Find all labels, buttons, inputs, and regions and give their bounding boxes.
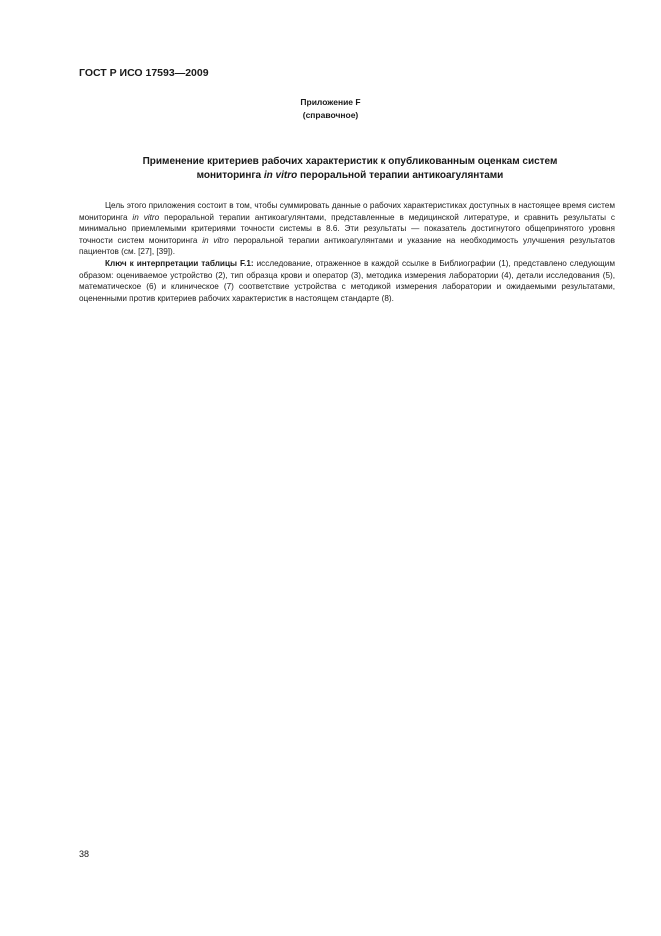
paragraph-table-key	[79, 258, 615, 304]
page-number: 38	[79, 849, 90, 859]
p2-bold-lead: Ключ к интерпретации таблицы F.1:	[105, 258, 254, 268]
p2-text: исследование, отраженное в каждой ссылке в Библиографии (1), представлено следующим образом: оцениваемое устройство (2), тип образца крови и оператор (3), методика измерения лаборатории (4), детали исследования (5), математическое (6) и клиническое (7) соответствие устройства с методикой измерения лаборатории и ожидаемыми результатами, оцененными против критериев рабочих характеристик в настоящем стандарте (8).	[79, 258, 615, 303]
annex-type: (справочное)	[302, 110, 359, 120]
title-line2-italic: in vitro	[263, 170, 298, 181]
document-standard-id: ГОСТ Р ИСО 17593—2009	[79, 67, 209, 79]
p1-part2: пероральной терапии антикоагулянтами, представленные в медицинской литературе, и сравнить результаты с минимально приемлемыми критериями точности системы в 8.6. Эти результаты — показатель достигнутого общепринятого уровня точности систем мониторинга	[79, 212, 615, 245]
section-title	[100, 155, 600, 183]
p1-part1: Цель этого приложения состоит в том, чтобы суммировать данные о рабочих характеристиках доступных в настоящее время систем мониторинга	[79, 201, 615, 222]
p1-part3: пероральной терапии антикоагулянтами и указание на необходимость улучшения результатов пациентов (см. [27], [39]).	[79, 235, 615, 257]
annex-label: Приложение F	[300, 97, 361, 107]
paragraph-purpose	[79, 200, 615, 258]
body-text	[79, 200, 615, 304]
title-line2-pre: мониторинга	[196, 170, 264, 181]
annex-heading	[0, 96, 661, 122]
title-line2-post: пероральной терапии антикоагулянтами	[297, 170, 504, 181]
title-line1: Применение критериев рабочих характеристик к опубликованным оценкам систем	[142, 156, 558, 167]
p1-italic2: in vitro	[202, 235, 229, 245]
p1-italic1: in vitro	[132, 212, 160, 222]
